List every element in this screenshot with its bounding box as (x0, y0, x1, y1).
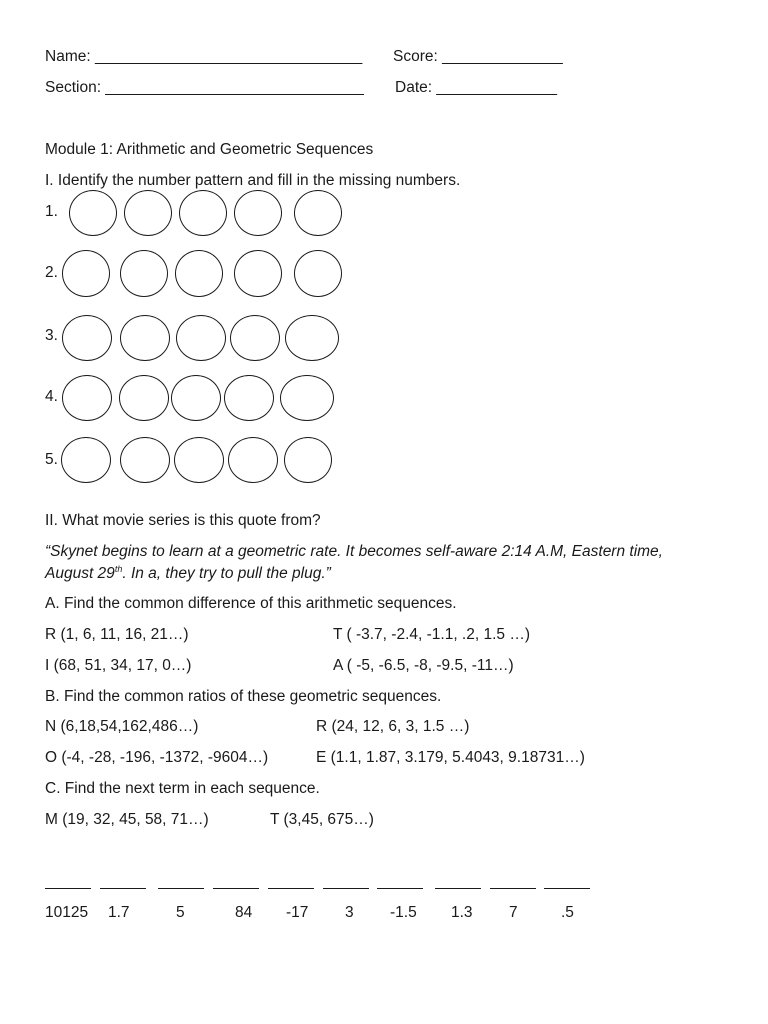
answer-value: 1.7 (108, 904, 130, 921)
answer-circle[interactable] (120, 437, 170, 483)
answer-value: -1.5 (390, 904, 417, 921)
section-c-instruction: C. Find the next term in each sequence. (45, 780, 320, 797)
name-field[interactable]: Name: _______________________________ (45, 48, 363, 65)
answer-circle[interactable] (120, 315, 170, 361)
answer-circle[interactable] (176, 315, 226, 361)
answer-circle[interactable] (175, 250, 223, 297)
answer-circle[interactable] (280, 375, 334, 421)
answer-value: -17 (286, 904, 309, 921)
answer-circle[interactable] (230, 315, 280, 361)
sequence-n-geometric: N (6,18,54,162,486…) (45, 718, 199, 735)
sequence-m-next-term: M (19, 32, 45, 58, 71…) (45, 811, 209, 828)
section-a-instruction: A. Find the common difference of this arithmetic sequences. (45, 595, 457, 612)
answer-circle[interactable] (174, 437, 224, 483)
answer-blank[interactable] (45, 888, 91, 889)
sequence-t-arithmetic: T ( -3.7, -2.4, -1.1, .2, 1.5 …) (333, 626, 530, 643)
answer-circle[interactable] (124, 190, 172, 236)
answer-circle[interactable] (120, 250, 168, 297)
sequence-t-next-term: T (3,45, 675…) (270, 811, 374, 828)
sequence-e-geometric: E (1.1, 1.87, 3.179, 5.4043, 9.18731…) (316, 749, 585, 766)
row-label-2: 2. (45, 264, 58, 281)
answer-circle[interactable] (69, 190, 117, 236)
answer-circle[interactable] (294, 250, 342, 297)
answer-circle[interactable] (62, 315, 112, 361)
quote-date: August 29 (45, 565, 115, 583)
answer-circle[interactable] (171, 375, 221, 421)
row-label-3: 3. (45, 327, 58, 344)
section-b-instruction: B. Find the common ratios of these geometric sequences. (45, 688, 442, 705)
answer-circle[interactable] (228, 437, 278, 483)
sequence-a-arithmetic: A ( -5, -6.5, -8, -9.5, -11…) (333, 657, 514, 674)
answer-blank[interactable] (268, 888, 314, 889)
answer-circle[interactable] (224, 375, 274, 421)
part2-question: II. What movie series is this quote from? (45, 512, 321, 529)
answer-circle[interactable] (61, 437, 111, 483)
part1-instruction: I. Identify the number pattern and fill in the missing numbers. (45, 172, 461, 189)
answer-circle[interactable] (234, 250, 282, 297)
section-field[interactable]: Section: ______________________________ (45, 79, 364, 96)
answer-value: 84 (235, 904, 253, 921)
answer-circle[interactable] (62, 375, 112, 421)
sequence-r-geometric: R (24, 12, 6, 3, 1.5 …) (316, 718, 470, 735)
answer-value: 7 (509, 904, 518, 921)
answer-blank[interactable] (323, 888, 369, 889)
answer-value: .5 (561, 904, 574, 921)
answer-blank[interactable] (100, 888, 146, 889)
score-field[interactable]: Score: ______________ (393, 48, 563, 65)
quote-ending: . In a, they try to pull the plug.” (122, 565, 331, 583)
answer-circle[interactable] (179, 190, 227, 236)
row-label-5: 5. (45, 451, 58, 468)
answer-circle[interactable] (294, 190, 342, 236)
sequence-i-arithmetic: I (68, 51, 34, 17, 0…) (45, 657, 192, 674)
answer-circle[interactable] (119, 375, 169, 421)
sequence-r-arithmetic: R (1, 6, 11, 16, 21…) (45, 626, 189, 643)
sequence-o-geometric: O (-4, -28, -196, -1372, -9604…) (45, 749, 269, 766)
quote-date-suffix: th (114, 564, 123, 574)
answer-circle[interactable] (234, 190, 282, 236)
answer-circle[interactable] (284, 437, 332, 483)
answer-blank[interactable] (435, 888, 481, 889)
answer-value: 1.3 (451, 904, 473, 921)
answer-blank[interactable] (377, 888, 423, 889)
row-label-1: 1. (45, 203, 58, 220)
answer-value: 5 (176, 904, 185, 921)
module-title: Module 1: Arithmetic and Geometric Sequences (45, 141, 374, 158)
answer-value: 3 (345, 904, 354, 921)
answer-value: 10125 (45, 904, 89, 921)
quote-line-2 (45, 564, 331, 583)
answer-blank[interactable] (213, 888, 259, 889)
answer-blank[interactable] (158, 888, 204, 889)
answer-circle[interactable] (62, 250, 110, 297)
answer-circle[interactable] (285, 315, 339, 361)
date-field[interactable]: Date: ______________ (395, 79, 558, 96)
answer-blank[interactable] (490, 888, 536, 889)
answer-blank[interactable] (544, 888, 590, 889)
row-label-4: 4. (45, 388, 58, 405)
quote-line-1: “Skynet begins to learn at a geometric rate. It becomes self-aware 2:14 A.M, Eastern time, (45, 543, 663, 560)
